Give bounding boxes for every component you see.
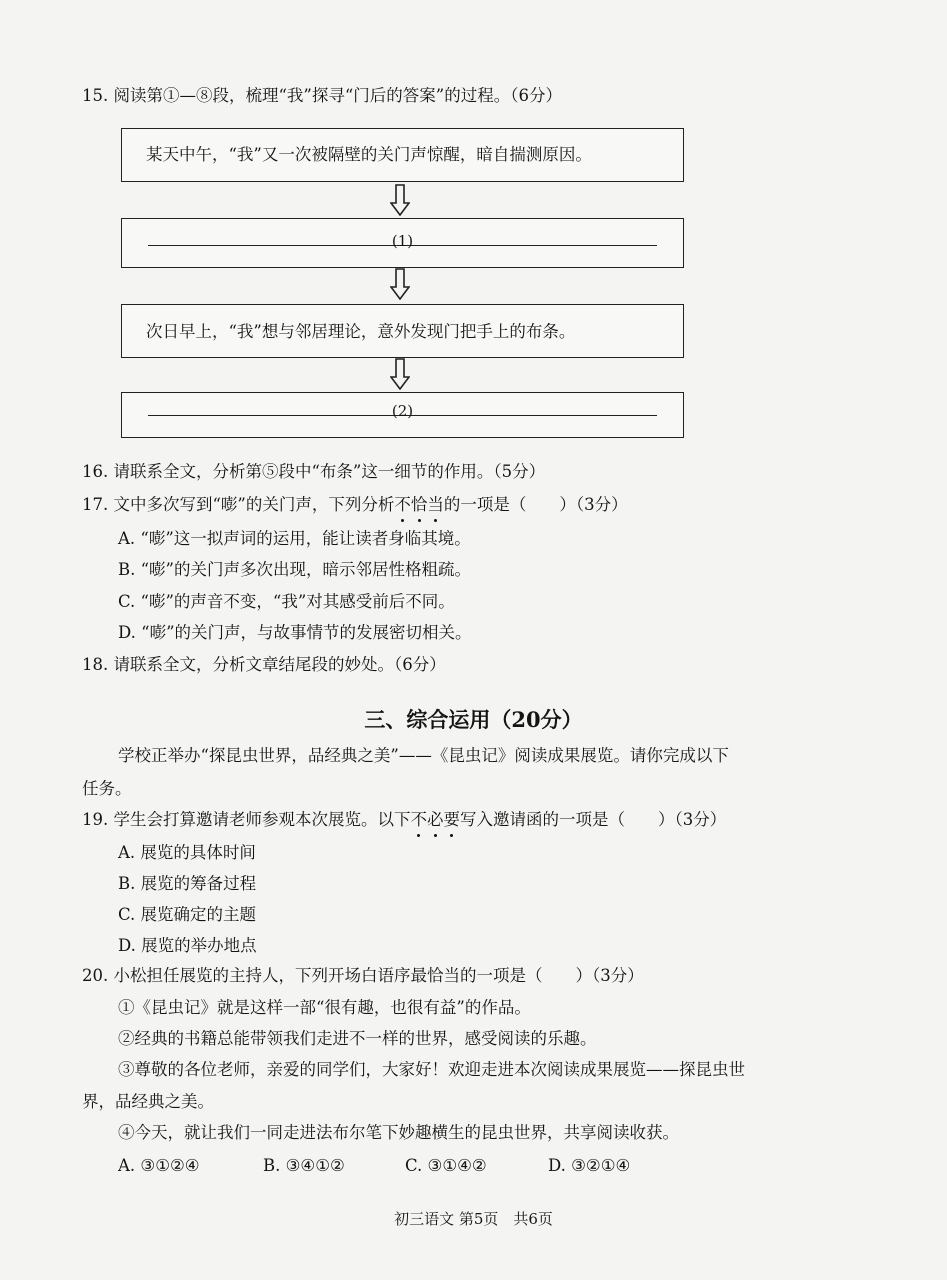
question-19 <box>82 808 726 832</box>
question-17-stem-end: 的一项是（ ）（3分） <box>443 495 628 514</box>
down-arrow-icon <box>390 184 410 216</box>
question-15: 15. 阅读第①—⑧段，梳理“我”探寻“门后的答案”的过程。（6分） <box>82 86 562 105</box>
question-17 <box>82 493 628 517</box>
q20-choice-c[interactable]: C. ③①④② <box>405 1156 487 1175</box>
question-16: 16. 请联系全文，分析第⑤段中“布条”这一细节的作用。（5分） <box>82 462 546 481</box>
flow-box-answer-1 <box>121 218 684 268</box>
flow-box-3 <box>121 304 684 358</box>
page-footer: 初三语文 第5页 共6页 <box>394 1210 553 1228</box>
down-arrow-icon <box>390 358 410 390</box>
q20-choice-a[interactable]: A. ③①②④ <box>118 1156 200 1175</box>
q17-option-a[interactable]: A. “嘭”这一拟声词的运用，能让读者身临其境。 <box>118 529 471 548</box>
q19-option-d[interactable]: D. 展览的举办地点 <box>118 936 257 955</box>
flow-box-1 <box>121 128 684 182</box>
q20-choice-b[interactable]: B. ③④①② <box>263 1156 345 1175</box>
question-17-stem-start: 17. 文中多次写到“嘭”的关门声，下列分析 <box>82 495 395 514</box>
section-intro: 学校正举办“探昆虫世界，品经典之美”——《昆虫记》阅读成果展览。请你完成以下 <box>118 746 729 765</box>
q20-sentence-3: ③尊敬的各位老师，亲爱的同学们，大家好！欢迎走进本次阅读成果展览——探昆虫世 <box>118 1060 745 1079</box>
q20-sentence-3-cont: 界，品经典之美。 <box>82 1092 214 1111</box>
q20-sentence-1: ①《昆虫记》就是这样一部“很有趣，也很有益”的作品。 <box>118 998 531 1017</box>
q17-option-d[interactable]: D. “嘭”的关门声，与故事情节的发展密切相关。 <box>118 623 472 642</box>
flow-box-1-text: 某天中午，“我”又一次被隔壁的关门声惊醒，暗自揣测原因。 <box>146 145 592 164</box>
question-20: 20. 小松担任展览的主持人，下列开场白语序最恰当的一项是（ ）（3分） <box>82 966 644 985</box>
section-heading: 三、综合运用（20分） <box>364 707 583 732</box>
emphasis-char: 必 <box>427 808 444 832</box>
q17-option-c[interactable]: C. “嘭”的声音不变，“我”对其感受前后不同。 <box>118 592 455 611</box>
flow-box-3-text: 次日早上，“我”想与邻居理论，意外发现门把手上的布条。 <box>146 322 576 341</box>
emphasis-char: 不 <box>411 808 428 832</box>
q20-sentence-4: ④今天，就让我们一同走进法布尔笔下妙趣横生的昆虫世界，共享阅读收获。 <box>118 1123 679 1142</box>
q19-option-a[interactable]: A. 展览的具体时间 <box>118 843 256 862</box>
answer-blank-label-1: (1) <box>391 232 414 250</box>
emphasis-char: 要 <box>444 808 461 832</box>
q20-sentence-2: ②经典的书籍总能带领我们走进不一样的世界，感受阅读的乐趣。 <box>118 1029 597 1048</box>
question-19-stem-end: 写入邀请函的一项是（ ）（3分） <box>460 810 727 829</box>
emphasis-char: 恰 <box>411 493 428 517</box>
flow-box-answer-2 <box>121 392 684 438</box>
question-18: 18. 请联系全文，分析文章结尾段的妙处。（6分） <box>82 655 446 674</box>
q19-option-b[interactable]: B. 展览的筹备过程 <box>118 874 257 893</box>
answer-blank-label-2: (2) <box>391 402 414 420</box>
q19-option-c[interactable]: C. 展览确定的主题 <box>118 905 257 924</box>
q20-choice-d[interactable]: D. ③②①④ <box>548 1156 631 1175</box>
q17-option-b[interactable]: B. “嘭”的关门声多次出现，暗示邻居性格粗疏。 <box>118 560 471 579</box>
section-intro-cont: 任务。 <box>82 779 132 798</box>
emphasis-char: 当 <box>427 493 444 517</box>
question-19-stem-start: 19. 学生会打算邀请老师参观本次展览。以下 <box>82 810 411 829</box>
down-arrow-icon <box>390 268 410 300</box>
emphasis-char: 不 <box>394 493 411 517</box>
